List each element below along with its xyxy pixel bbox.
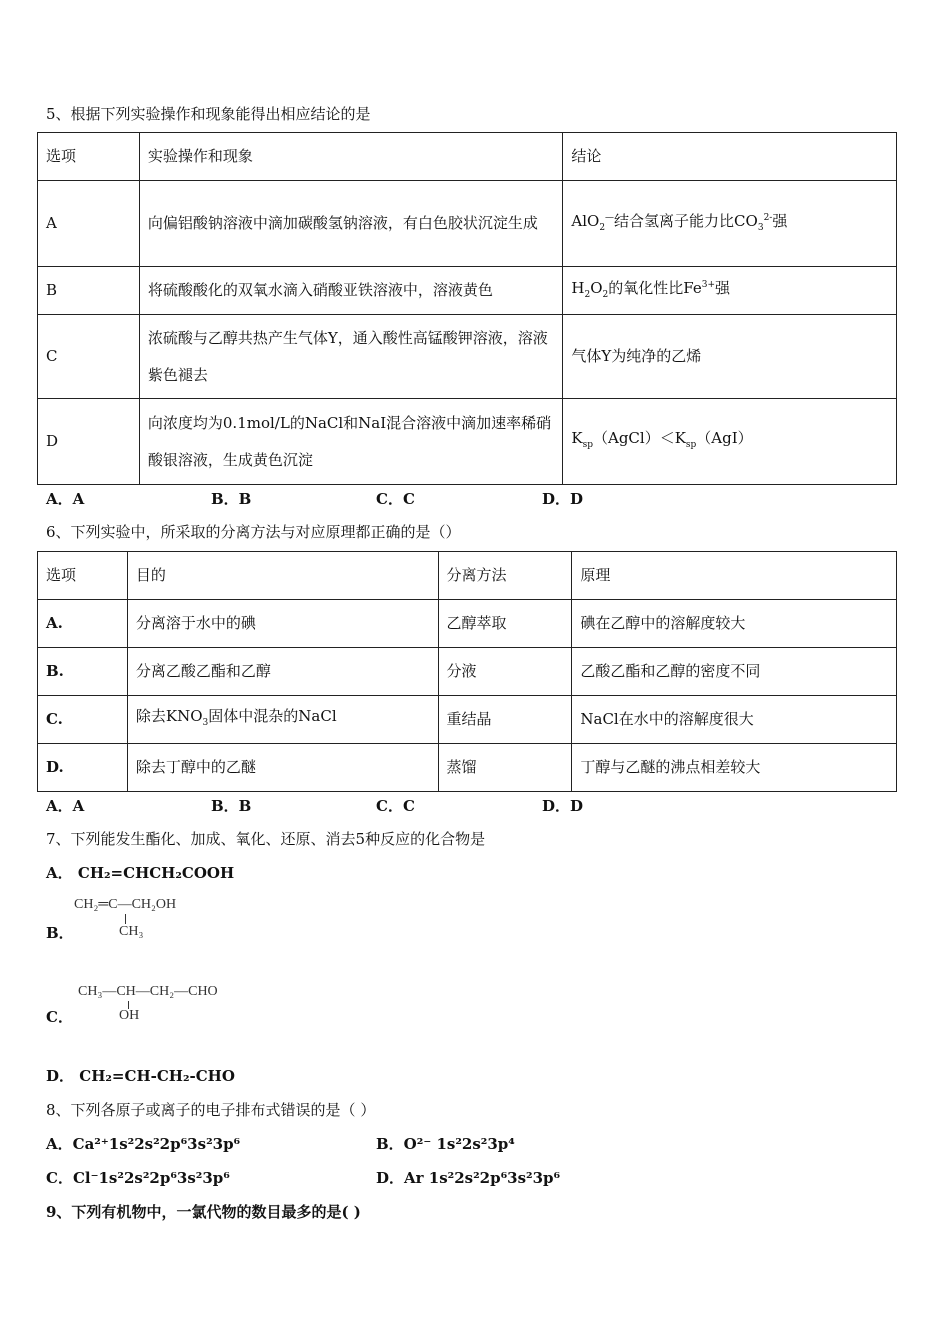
option-d[interactable]: D．D xyxy=(542,797,584,815)
table-row xyxy=(38,181,897,267)
q7-option-b-label[interactable]: B． xyxy=(46,924,74,942)
header-cell: 选项 xyxy=(38,552,128,600)
option-cell: A xyxy=(38,181,140,267)
option-cell: A. xyxy=(38,600,128,648)
option-cell: B xyxy=(38,267,140,315)
table-row xyxy=(38,267,897,315)
q7-option-a[interactable]: A． CH₂=CHCH₂COOH xyxy=(46,864,235,882)
option-b[interactable]: B．B xyxy=(211,797,252,815)
q8-option-b[interactable]: B．O²⁻ 1s²2s²3p⁴ xyxy=(376,1135,515,1153)
method-cell: 蒸馏 xyxy=(438,744,572,792)
conclusion-cell: 气体Y为纯净的乙烯 xyxy=(563,315,897,399)
header-cell: 实验操作和现象 xyxy=(139,133,562,181)
option-cell: D xyxy=(38,399,140,485)
q8-option-c[interactable]: C．Cl⁻1s²2s²2p⁶3s²3p⁶ xyxy=(46,1169,230,1187)
header-cell: 结论 xyxy=(563,133,897,181)
goal-cell: 分离溶于水中的碘 xyxy=(127,600,438,648)
reason-cell: 乙酸乙酯和乙醇的密度不同 xyxy=(572,648,897,696)
table-row xyxy=(38,552,897,600)
goal-cell: 除去$KNO_3$固体中混杂的NaCl xyxy=(127,696,438,744)
option-a[interactable]: A．A xyxy=(46,490,85,508)
conclusion-cell: $H_2O_2$的氧化性比$Fe^{3+}$强 xyxy=(563,267,897,315)
q7-option-b-structure: CH₂═C—CH₂OH CH₃ xyxy=(74,897,177,939)
option-c[interactable]: C．C xyxy=(376,797,415,815)
q7-option-c-structure: CH₃—CH—CH₂—CHO OH xyxy=(78,984,218,1023)
table-row xyxy=(38,315,897,399)
method-cell: 乙醇萃取 xyxy=(438,600,572,648)
operation-cell: 向浓度均为0.1mol/L的NaCl和NaI混合溶液中滴加速率稀硝酸银溶液，生成黄色沉淀 xyxy=(139,399,562,485)
reason-cell: 丁醇与乙醚的沸点相差较大 xyxy=(572,744,897,792)
table-row xyxy=(38,600,897,648)
header-cell: 目的 xyxy=(127,552,438,600)
option-cell: C. xyxy=(38,696,128,744)
q6-table xyxy=(37,551,897,792)
goal-cell: 分离乙酸乙酯和乙醇 xyxy=(127,648,438,696)
q8-option-a[interactable]: A．Ca²⁺1s²2s²2p⁶3s²3p⁶ xyxy=(46,1135,241,1153)
q5-table xyxy=(37,132,897,485)
q5-stem: 5、根据下列实验操作和现象能得出相应结论的是 xyxy=(46,105,371,123)
q8-option-d[interactable]: D．Ar 1s²2s²2p⁶3s²3p⁶ xyxy=(376,1169,561,1187)
option-cell: C xyxy=(38,315,140,399)
table-row xyxy=(38,133,897,181)
operation-cell: 向偏铝酸钠溶液中滴加碳酸氢钠溶液，有白色胶状沉淀生成 xyxy=(139,181,562,267)
goal-cell: 除去丁醇中的乙醚 xyxy=(127,744,438,792)
q7-option-c-label[interactable]: C． xyxy=(46,1008,73,1026)
table-row xyxy=(38,696,897,744)
header-cell: 选项 xyxy=(38,133,140,181)
q9-stem: 9、下列有机物中，一氯代物的数目最多的是( ) xyxy=(46,1203,361,1221)
q7-option-d[interactable]: D． CH₂=CH-CH₂-CHO xyxy=(46,1067,235,1085)
method-cell: 重结晶 xyxy=(438,696,572,744)
operation-cell: 将硫酸酸化的双氧水滴入硝酸亚铁溶液中，溶液黄色 xyxy=(139,267,562,315)
table-row xyxy=(38,399,897,485)
option-cell: B. xyxy=(38,648,128,696)
method-cell: 分液 xyxy=(438,648,572,696)
option-c[interactable]: C．C xyxy=(376,490,415,508)
reason-cell: 碘在乙醇中的溶解度较大 xyxy=(572,600,897,648)
operation-cell: 浓硫酸与乙醇共热产生气体Y，通入酸性高锰酸钾溶液，溶液紫色褪去 xyxy=(139,315,562,399)
option-a[interactable]: A．A xyxy=(46,797,85,815)
q6-stem: 6、下列实验中，所采取的分离方法与对应原理都正确的是（） xyxy=(46,523,461,541)
header-cell: 分离方法 xyxy=(438,552,572,600)
q7-stem: 7、下列能发生酯化、加成、氧化、还原、消去5种反应的化合物是 xyxy=(46,830,486,848)
option-cell: D. xyxy=(38,744,128,792)
q8-stem: 8、下列各原子或离子的电子排布式错误的是（ ） xyxy=(46,1101,376,1119)
option-d[interactable]: D．D xyxy=(542,490,584,508)
table-row xyxy=(38,744,897,792)
conclusion-cell: $K_{sp}(AgCl)<K_{sp}(AgI)$ xyxy=(563,399,897,485)
reason-cell: NaCl在水中的溶解度很大 xyxy=(572,696,897,744)
header-cell: 原理 xyxy=(572,552,897,600)
option-b[interactable]: B．B xyxy=(211,490,252,508)
conclusion-cell: AlO$_2$—结合氢离子能力比$CO_3^{2-}$强 xyxy=(563,181,897,267)
table-row xyxy=(38,648,897,696)
